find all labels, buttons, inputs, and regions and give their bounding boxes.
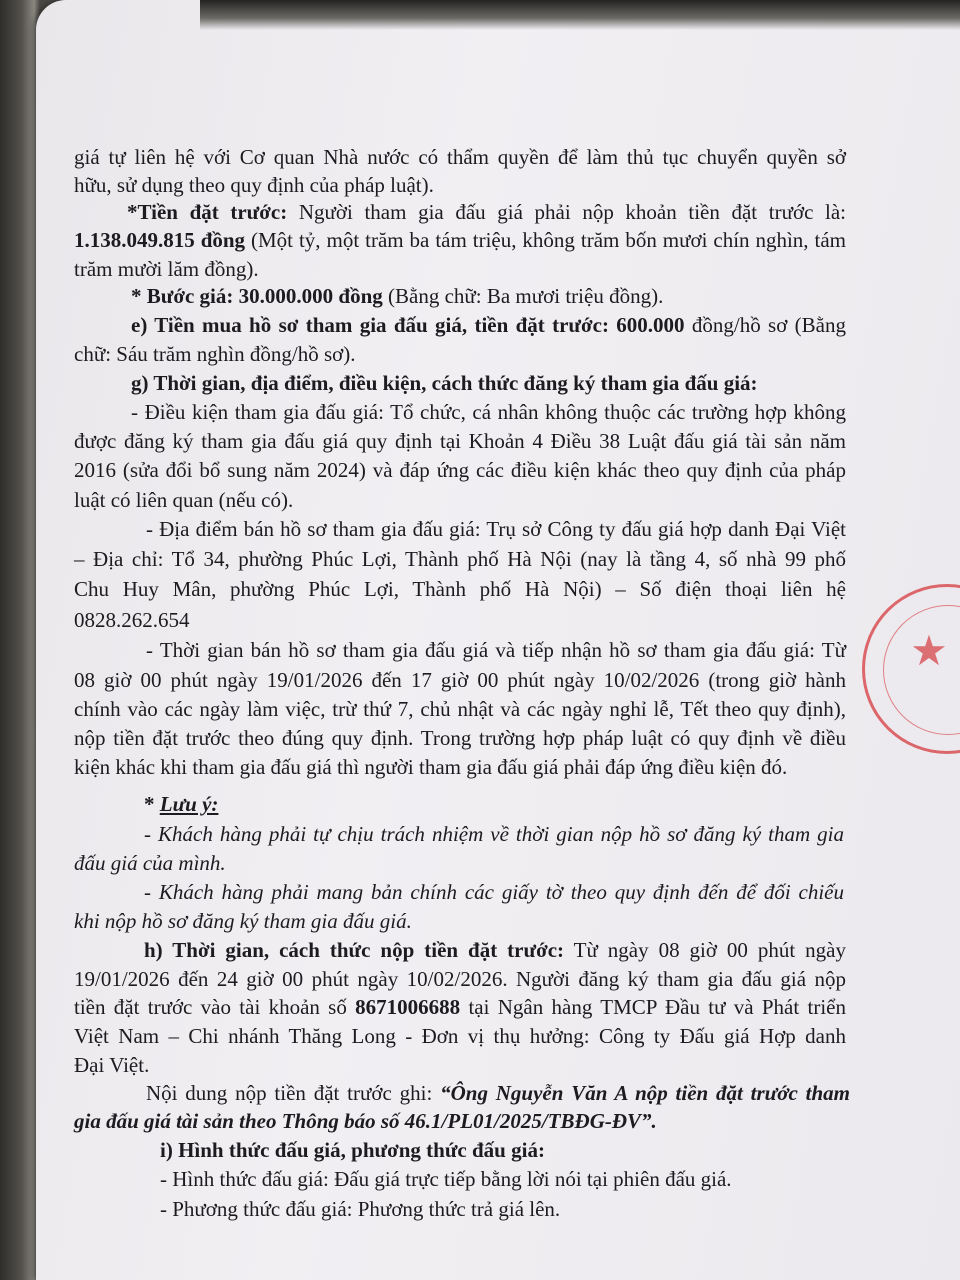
phone-number: 0828.262.654 — [74, 608, 190, 632]
text-line: - Điều kiện tham gia đấu giá: Tổ chức, cá nhân không thuộc các trường hợp không — [131, 400, 846, 424]
text-line: 08 giờ 00 phút ngày 19/01/2026 đến 17 giờ 00 phút ngày 10/02/2026 (trong giờ hành — [74, 668, 846, 692]
section-g-heading: g) Thời gian, địa điểm, điều kiện, cách thức đăng ký tham gia đấu giá: — [131, 371, 758, 395]
text-line: kiện khác khi tham gia đấu giá thì người tham gia đấu giá phải đáp ứng điều kiện đó. — [74, 755, 788, 779]
note-line: - Khách hàng phải mang bản chính các giấy tờ theo quy định đến để đối chiếu — [144, 880, 844, 904]
text-line: - Thời gian bán hồ sơ tham gia đấu giá và tiếp nhận hồ sơ tham gia đấu giá: Từ — [146, 638, 846, 662]
note-line: - Khách hàng phải tự chịu trách nhiệm về thời gian nộp hồ sơ đăng ký tham gia — [144, 822, 844, 846]
text-line: được đăng ký tham gia đấu giá quy định tại Khoản 4 Điều 38 Luật đấu giá tài sản năm — [74, 429, 846, 453]
note-heading: * Lưu ý: — [144, 792, 219, 816]
text-line: chữ: Sáu trăm nghìn đồng/hồ sơ). — [74, 342, 356, 366]
text-line: – Địa chỉ: Tổ 34, phường Phúc Lợi, Thành phố Hà Nội (nay là tầng 4, số nhà 99 phố — [74, 547, 846, 571]
text-line: Đại Việt. — [74, 1053, 150, 1077]
text-line: - Hình thức đấu giá: Đấu giá trực tiếp bằng lời nói tại phiên đấu giá. — [160, 1167, 732, 1191]
seal-star-icon: ★ — [910, 626, 948, 675]
text-line: trăm mười lăm đồng). — [74, 257, 259, 281]
text-line: luật có liên quan (nếu có). — [74, 488, 294, 512]
section-h-line: h) Thời gian, cách thức nộp tiền đặt trước: Từ ngày 08 giờ 00 phút ngày — [144, 938, 846, 962]
text-line: - Địa điểm bán hồ sơ tham gia đấu giá: Trụ sở Công ty đấu giá hợp danh Đại Việt — [146, 517, 846, 541]
text-line: chính vào các ngày làm việc, trừ thứ 7, chủ nhật và các ngày nghỉ lễ, Tết theo quy định), — [74, 697, 846, 721]
text-line: Việt Nam – Chi nhánh Thăng Long - Đơn vị thụ hưởng: Công ty Đấu giá Hợp danh — [74, 1024, 846, 1048]
text-line: nộp tiền đặt trước theo đúng quy định. Trong trường hợp pháp luật có quy định về điều — [74, 726, 846, 750]
note-line: đấu giá của mình. — [74, 851, 226, 875]
text-line: - Phương thức đấu giá: Phương thức trả giá lên. — [160, 1197, 561, 1221]
text-line: 19/01/2026 đến 24 giờ 00 phút ngày 10/02/2026. Người đăng ký tham gia đấu giá nộp — [74, 967, 846, 991]
section-e-line: e) Tiền mua hồ sơ tham gia đấu giá, tiền đặt trước: 600.000 đồng/hồ sơ (Bằng — [131, 313, 846, 337]
text-line: 2016 (sửa đổi bổ sung năm 2024) và đáp ứng các điều kiện khác theo quy định của pháp — [74, 458, 846, 482]
bank-account-line: tiền đặt trước vào tài khoản số 8671006688 tại Ngân hàng TMCP Đầu tư và Phát triển — [74, 995, 846, 1019]
text-line: Chu Huy Mân, phường Phúc Lợi, Thành phố Hà Nội) – Số điện thoại liên hệ — [74, 577, 846, 601]
deposit-amount-line: 1.138.049.815 đồng (Một tỷ, một trăm ba tám triệu, không trăm bốn mươi chín nghìn, tám — [74, 228, 846, 252]
text-line: giá tự liên hệ với Cơ quan Nhà nước có thẩm quyền để làm thủ tục chuyển quyền sở — [74, 145, 846, 169]
note-line: khi nộp hồ sơ đăng ký tham gia đấu giá. — [74, 909, 412, 933]
payment-content-line: Nội dung nộp tiền đặt trước ghi: “Ông Nguyễn Văn A nộp tiền đặt trước tham — [146, 1081, 851, 1105]
text-line: hữu, sử dụng theo quy định của pháp luật). — [74, 173, 434, 197]
payment-content-line: gia đấu giá tài sản theo Thông báo số 46.1/PL01/2025/TBĐG-ĐV”. — [74, 1109, 657, 1133]
deposit-line: *Tiền đặt trước: Người tham gia đấu giá phải nộp khoản tiền đặt trước là: — [127, 200, 846, 224]
section-i-heading: i) Hình thức đấu giá, phương thức đấu giá: — [160, 1138, 545, 1162]
bid-step-line: * Bước giá: 30.000.000 đồng (Bằng chữ: Ba mươi triệu đồng). — [131, 284, 664, 308]
